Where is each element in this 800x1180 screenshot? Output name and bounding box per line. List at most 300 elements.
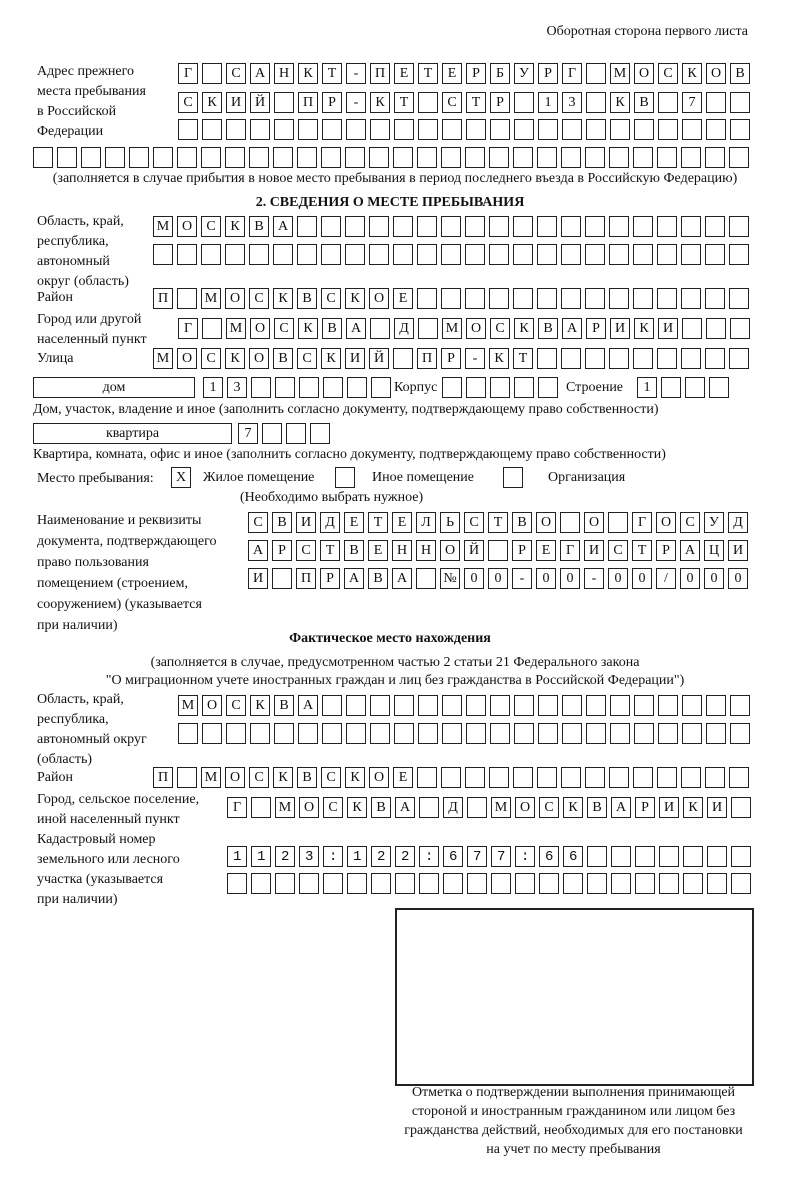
actual-region-row-1-cell[interactable]: В [274,695,294,716]
city-row-cell[interactable]: Г [178,318,198,339]
prev-address-row-2-cell[interactable] [514,92,534,113]
actual-region-row-2-cell[interactable] [658,723,678,744]
city-row-cell[interactable]: И [658,318,678,339]
prev-address-row-2-cell[interactable]: Т [394,92,414,113]
actual-district-row-cell[interactable] [513,767,533,788]
prev-address-row-4-cell[interactable] [657,147,677,168]
region-row-1-cell[interactable]: М [153,216,173,237]
actual-region-row-2-cell[interactable] [226,723,246,744]
city-row-cell[interactable] [682,318,702,339]
document-row-3-cell[interactable]: 0 [608,568,628,589]
region-row-1-cell[interactable] [369,216,389,237]
prev-address-row-4-cell[interactable] [57,147,77,168]
document-row-3-cell[interactable]: А [392,568,412,589]
prev-address-row-2-cell[interactable] [274,92,294,113]
actual-city-row-cell[interactable]: С [323,797,343,818]
prev-address-row-4-cell[interactable] [705,147,725,168]
region-row-2-cell[interactable] [297,244,317,265]
city-row-cell[interactable]: С [490,318,510,339]
document-row-3-cell[interactable]: 0 [704,568,724,589]
prev-address-row-1-cell[interactable]: Г [562,63,582,84]
actual-district-row-cell[interactable]: К [345,767,365,788]
prev-address-row-2-cell[interactable]: К [610,92,630,113]
actual-district-row-cell[interactable]: С [321,767,341,788]
prev-address-row-1-cell[interactable]: Е [394,63,414,84]
flat-number-cell[interactable] [262,423,282,444]
actual-region-row-1-cell[interactable] [370,695,390,716]
document-row-1-cell[interactable]: О [536,512,556,533]
prev-address-row-4-cell[interactable] [585,147,605,168]
prev-address-row-2-cell[interactable]: - [346,92,366,113]
document-row-1-cell[interactable]: Д [728,512,748,533]
document-row-3-cell[interactable] [416,568,436,589]
region-row-2-cell[interactable] [369,244,389,265]
prev-address-row-3-cell[interactable] [442,119,462,140]
prev-address-row-2-cell[interactable] [706,92,726,113]
prev-address-row-4-cell[interactable] [513,147,533,168]
street-row-cell[interactable] [561,348,581,369]
actual-region-row-1-cell[interactable] [394,695,414,716]
prev-address-row-3-cell[interactable] [226,119,246,140]
actual-city-row-cell[interactable]: М [491,797,511,818]
actual-region-row-1-cell[interactable] [514,695,534,716]
actual-region-row-1-cell[interactable] [634,695,654,716]
actual-region-row-2-cell[interactable] [250,723,270,744]
house-number-cell[interactable] [347,377,367,398]
flat-number-cell[interactable] [310,423,330,444]
district-row-cell[interactable] [633,288,653,309]
city-row-cell[interactable]: М [442,318,462,339]
cadastre-row-2-cell[interactable] [683,873,703,894]
street-row-cell[interactable]: П [417,348,437,369]
document-row-2-cell[interactable]: Ц [704,540,724,561]
actual-region-row-2-cell[interactable] [442,723,462,744]
actual-city-row-cell[interactable]: А [611,797,631,818]
region-row-1-cell[interactable] [465,216,485,237]
prev-address-row-4-cell[interactable] [33,147,53,168]
prev-address-row-4-cell[interactable] [273,147,293,168]
house-number-cell[interactable] [275,377,295,398]
document-row-2-cell[interactable]: Н [416,540,436,561]
prev-address-row-1-cell[interactable]: С [226,63,246,84]
region-row-2-cell[interactable] [465,244,485,265]
district-row-cell[interactable] [441,288,461,309]
prev-address-row-4-cell[interactable] [633,147,653,168]
actual-region-row-1-cell[interactable] [538,695,558,716]
document-row-1-cell[interactable]: Т [368,512,388,533]
region-row-1-cell[interactable] [609,216,629,237]
document-row-1-cell[interactable]: О [584,512,604,533]
region-row-2-cell[interactable] [393,244,413,265]
document-row-3-cell[interactable]: 0 [560,568,580,589]
actual-region-row-1-cell[interactable]: К [250,695,270,716]
actual-city-row-cell[interactable]: Д [443,797,463,818]
prev-address-row-1-cell[interactable]: - [346,63,366,84]
region-row-2-cell[interactable] [489,244,509,265]
prev-address-row-4-cell[interactable] [321,147,341,168]
cadastre-row-2-cell[interactable] [635,873,655,894]
region-row-1-cell[interactable] [657,216,677,237]
actual-region-row-2-cell[interactable] [418,723,438,744]
actual-district-row-cell[interactable]: О [225,767,245,788]
city-row-cell[interactable]: Д [394,318,414,339]
document-row-3-cell[interactable]: 0 [632,568,652,589]
prev-address-row-2-cell[interactable]: Т [466,92,486,113]
prev-address-row-1-cell[interactable]: Г [178,63,198,84]
region-row-1-cell[interactable]: В [249,216,269,237]
cadastre-row-2-cell[interactable] [347,873,367,894]
street-row-cell[interactable]: С [201,348,221,369]
prev-address-row-3-cell[interactable] [706,119,726,140]
prev-address-row-3-cell[interactable] [538,119,558,140]
actual-region-row-2-cell[interactable] [394,723,414,744]
region-row-2-cell[interactable] [561,244,581,265]
prev-address-row-3-cell[interactable] [370,119,390,140]
document-row-2-cell[interactable]: Г [560,540,580,561]
region-row-2-cell[interactable] [441,244,461,265]
region-row-2-cell[interactable] [681,244,701,265]
prev-address-row-2-cell[interactable]: 3 [562,92,582,113]
district-row-cell[interactable] [177,288,197,309]
document-row-2-cell[interactable]: Е [536,540,556,561]
region-row-2-cell[interactable] [609,244,629,265]
city-row-cell[interactable] [730,318,750,339]
house-number-cell[interactable] [251,377,271,398]
actual-district-row-cell[interactable] [729,767,749,788]
document-row-1-cell[interactable]: С [248,512,268,533]
actual-region-row-2-cell[interactable] [274,723,294,744]
document-row-3-cell[interactable]: 0 [680,568,700,589]
house-number-cell[interactable] [299,377,319,398]
city-row-cell[interactable]: В [322,318,342,339]
document-row-1-cell[interactable]: Е [392,512,412,533]
city-row-cell[interactable]: О [466,318,486,339]
document-row-3-cell[interactable]: 0 [536,568,556,589]
district-row-cell[interactable] [681,288,701,309]
prev-address-row-2-cell[interactable]: П [298,92,318,113]
prev-address-row-4-cell[interactable] [81,147,101,168]
street-row-cell[interactable] [609,348,629,369]
document-row-3-cell[interactable]: / [656,568,676,589]
document-row-2-cell[interactable] [488,540,508,561]
prev-address-row-4-cell[interactable] [465,147,485,168]
district-row-cell[interactable] [513,288,533,309]
district-row-cell[interactable]: С [249,288,269,309]
cadastre-row-2-cell[interactable] [371,873,391,894]
korpus-number-cell[interactable] [490,377,510,398]
actual-district-row-cell[interactable] [417,767,437,788]
document-row-2-cell[interactable]: А [248,540,268,561]
document-row-1-cell[interactable]: Л [416,512,436,533]
house-number-cell[interactable]: 1 [203,377,223,398]
prev-address-row-1-cell[interactable]: М [610,63,630,84]
region-row-2-cell[interactable] [657,244,677,265]
actual-district-row-cell[interactable] [681,767,701,788]
prev-address-row-3-cell[interactable] [418,119,438,140]
actual-region-row-1-cell[interactable] [586,695,606,716]
actual-city-row-cell[interactable]: М [275,797,295,818]
city-row-cell[interactable]: К [298,318,318,339]
region-row-2-cell[interactable] [153,244,173,265]
prev-address-row-2-cell[interactable]: 7 [682,92,702,113]
cadastre-row-2-cell[interactable] [611,873,631,894]
prev-address-row-2-cell[interactable] [658,92,678,113]
document-row-1-cell[interactable]: О [656,512,676,533]
street-row-cell[interactable] [393,348,413,369]
region-row-2-cell[interactable] [633,244,653,265]
prev-address-row-1-cell[interactable]: О [634,63,654,84]
actual-district-row-cell[interactable] [489,767,509,788]
prev-address-row-3-cell[interactable] [202,119,222,140]
prev-address-row-4-cell[interactable] [177,147,197,168]
actual-district-row-cell[interactable]: В [297,767,317,788]
document-row-3-cell[interactable]: В [368,568,388,589]
korpus-number-cell[interactable] [442,377,462,398]
cadastre-row-2-cell[interactable] [275,873,295,894]
region-row-1-cell[interactable]: С [201,216,221,237]
prev-address-row-1-cell[interactable]: Т [418,63,438,84]
prev-address-row-2-cell[interactable]: И [226,92,246,113]
region-row-1-cell[interactable] [393,216,413,237]
district-row-cell[interactable]: К [273,288,293,309]
document-row-1-cell[interactable]: С [680,512,700,533]
document-row-2-cell[interactable]: Й [464,540,484,561]
cadastre-row-2-cell[interactable] [395,873,415,894]
flat-number-cell[interactable]: 7 [238,423,258,444]
prev-address-row-3-cell[interactable] [466,119,486,140]
actual-region-row-2-cell[interactable] [346,723,366,744]
prev-address-row-4-cell[interactable] [369,147,389,168]
actual-district-row-cell[interactable] [441,767,461,788]
region-row-2-cell[interactable] [417,244,437,265]
document-row-2-cell[interactable]: А [680,540,700,561]
prev-address-row-2-cell[interactable]: Р [322,92,342,113]
prev-address-row-1-cell[interactable]: Р [466,63,486,84]
district-row-cell[interactable] [657,288,677,309]
document-row-3-cell[interactable]: 0 [488,568,508,589]
region-row-1-cell[interactable] [561,216,581,237]
street-row-cell[interactable] [537,348,557,369]
street-row-cell[interactable]: К [225,348,245,369]
city-row-cell[interactable]: В [538,318,558,339]
region-row-2-cell[interactable] [585,244,605,265]
prev-address-row-1-cell[interactable]: А [250,63,270,84]
prev-address-row-4-cell[interactable] [129,147,149,168]
house-type-field[interactable]: дом [33,377,195,398]
cadastre-row-2-cell[interactable] [227,873,247,894]
actual-district-row-cell[interactable]: К [273,767,293,788]
cadastre-row-2-cell[interactable] [323,873,343,894]
actual-region-row-2-cell[interactable] [514,723,534,744]
prev-address-row-1-cell[interactable] [586,63,606,84]
actual-city-row-cell[interactable]: И [659,797,679,818]
prev-address-row-3-cell[interactable] [658,119,678,140]
document-row-3-cell[interactable]: 0 [464,568,484,589]
actual-region-row-1-cell[interactable]: А [298,695,318,716]
actual-district-row-cell[interactable] [609,767,629,788]
prev-address-row-3-cell[interactable] [322,119,342,140]
actual-region-row-2-cell[interactable] [706,723,726,744]
stay-option-checkbox[interactable] [503,467,523,488]
document-row-1-cell[interactable]: Т [488,512,508,533]
district-row-cell[interactable] [729,288,749,309]
prev-address-row-1-cell[interactable]: Р [538,63,558,84]
prev-address-row-1-cell[interactable]: К [682,63,702,84]
prev-address-row-3-cell[interactable] [298,119,318,140]
street-row-cell[interactable]: С [297,348,317,369]
cadastre-row-2-cell[interactable] [491,873,511,894]
building-number-cell[interactable] [685,377,705,398]
actual-district-row-cell[interactable] [657,767,677,788]
prev-address-row-4-cell[interactable] [153,147,173,168]
district-row-cell[interactable] [417,288,437,309]
stay-option-checkbox[interactable] [335,467,355,488]
district-row-cell[interactable] [465,288,485,309]
street-row-cell[interactable]: О [249,348,269,369]
actual-city-row-cell[interactable] [731,797,751,818]
district-row-cell[interactable]: О [225,288,245,309]
prev-address-row-4-cell[interactable] [489,147,509,168]
cadastre-row-2-cell[interactable] [659,873,679,894]
actual-region-row-1-cell[interactable]: О [202,695,222,716]
prev-address-row-1-cell[interactable]: С [658,63,678,84]
actual-city-row-cell[interactable] [251,797,271,818]
cadastre-row-2-cell[interactable] [443,873,463,894]
prev-address-row-4-cell[interactable] [417,147,437,168]
actual-city-row-cell[interactable] [419,797,439,818]
korpus-number-cell[interactable] [466,377,486,398]
district-row-cell[interactable] [537,288,557,309]
street-row-cell[interactable]: И [345,348,365,369]
district-row-cell[interactable]: В [297,288,317,309]
street-row-cell[interactable] [681,348,701,369]
document-row-1-cell[interactable]: У [704,512,724,533]
street-row-cell[interactable] [633,348,653,369]
prev-address-row-1-cell[interactable]: Б [490,63,510,84]
city-row-cell[interactable]: С [274,318,294,339]
actual-region-row-2-cell[interactable] [538,723,558,744]
region-row-1-cell[interactable] [681,216,701,237]
district-row-cell[interactable] [561,288,581,309]
document-row-1-cell[interactable]: С [464,512,484,533]
prev-address-row-4-cell[interactable] [225,147,245,168]
city-row-cell[interactable]: А [346,318,366,339]
prev-address-row-1-cell[interactable]: Т [322,63,342,84]
actual-district-row-cell[interactable] [705,767,725,788]
actual-region-row-1-cell[interactable] [658,695,678,716]
actual-city-row-cell[interactable]: О [515,797,535,818]
actual-region-row-2-cell[interactable] [586,723,606,744]
district-row-cell[interactable]: Е [393,288,413,309]
document-row-2-cell[interactable]: Е [368,540,388,561]
prev-address-row-3-cell[interactable] [730,119,750,140]
prev-address-row-4-cell[interactable] [537,147,557,168]
document-row-1-cell[interactable] [608,512,628,533]
region-row-1-cell[interactable] [537,216,557,237]
korpus-number-cell[interactable] [514,377,534,398]
actual-region-row-1-cell[interactable]: С [226,695,246,716]
prev-address-row-4-cell[interactable] [441,147,461,168]
actual-region-row-2-cell[interactable] [370,723,390,744]
prev-address-row-3-cell[interactable] [178,119,198,140]
region-row-1-cell[interactable] [633,216,653,237]
building-number-cell[interactable] [709,377,729,398]
street-row-cell[interactable]: О [177,348,197,369]
prev-address-row-2-cell[interactable]: Й [250,92,270,113]
actual-region-row-1-cell[interactable] [610,695,630,716]
prev-address-row-3-cell[interactable] [346,119,366,140]
cadastre-row-2-cell[interactable] [539,873,559,894]
actual-district-row-cell[interactable] [465,767,485,788]
prev-address-row-4-cell[interactable] [345,147,365,168]
prev-address-row-3-cell[interactable] [562,119,582,140]
actual-city-row-cell[interactable]: К [563,797,583,818]
document-row-2-cell[interactable]: Т [320,540,340,561]
prev-address-row-1-cell[interactable]: К [298,63,318,84]
cadastre-row-2-cell[interactable] [467,873,487,894]
prev-address-row-3-cell[interactable] [514,119,534,140]
actual-region-row-2-cell[interactable] [562,723,582,744]
prev-address-row-2-cell[interactable]: С [442,92,462,113]
document-row-3-cell[interactable]: 0 [728,568,748,589]
prev-address-row-2-cell[interactable]: Р [490,92,510,113]
district-row-cell[interactable]: С [321,288,341,309]
actual-region-row-1-cell[interactable] [442,695,462,716]
house-number-cell[interactable]: 3 [227,377,247,398]
prev-address-row-4-cell[interactable] [105,147,125,168]
prev-address-row-1-cell[interactable]: О [706,63,726,84]
actual-city-row-cell[interactable]: С [539,797,559,818]
prev-address-row-2-cell[interactable]: К [370,92,390,113]
city-row-cell[interactable] [418,318,438,339]
flat-type-field[interactable]: квартира [33,423,232,444]
region-row-1-cell[interactable] [417,216,437,237]
region-row-1-cell[interactable]: К [225,216,245,237]
street-row-cell[interactable]: В [273,348,293,369]
actual-city-row-cell[interactable]: В [587,797,607,818]
prev-address-row-1-cell[interactable]: П [370,63,390,84]
actual-region-row-2-cell[interactable] [202,723,222,744]
actual-region-row-1-cell[interactable] [346,695,366,716]
street-row-cell[interactable]: К [321,348,341,369]
region-row-2-cell[interactable] [537,244,557,265]
actual-region-row-2-cell[interactable] [322,723,342,744]
prev-address-row-2-cell[interactable]: 1 [538,92,558,113]
city-row-cell[interactable]: И [610,318,630,339]
prev-address-row-2-cell[interactable]: С [178,92,198,113]
city-row-cell[interactable] [706,318,726,339]
prev-address-row-2-cell[interactable]: В [634,92,654,113]
building-number-cell[interactable] [661,377,681,398]
actual-district-row-cell[interactable] [585,767,605,788]
cadastre-row-2-cell[interactable] [563,873,583,894]
city-row-cell[interactable]: А [562,318,582,339]
document-row-2-cell[interactable]: Р [656,540,676,561]
cadastre-row-2-cell[interactable] [731,873,751,894]
stay-option-checkbox[interactable]: X [171,467,191,488]
actual-region-row-2-cell[interactable] [634,723,654,744]
document-row-3-cell[interactable]: № [440,568,460,589]
region-row-1-cell[interactable] [513,216,533,237]
prev-address-row-1-cell[interactable] [202,63,222,84]
prev-address-row-4-cell[interactable] [561,147,581,168]
region-row-2-cell[interactable] [249,244,269,265]
street-row-cell[interactable]: - [465,348,485,369]
document-row-2-cell[interactable]: С [296,540,316,561]
actual-district-row-cell[interactable]: П [153,767,173,788]
region-row-1-cell[interactable] [585,216,605,237]
region-row-1-cell[interactable] [705,216,725,237]
